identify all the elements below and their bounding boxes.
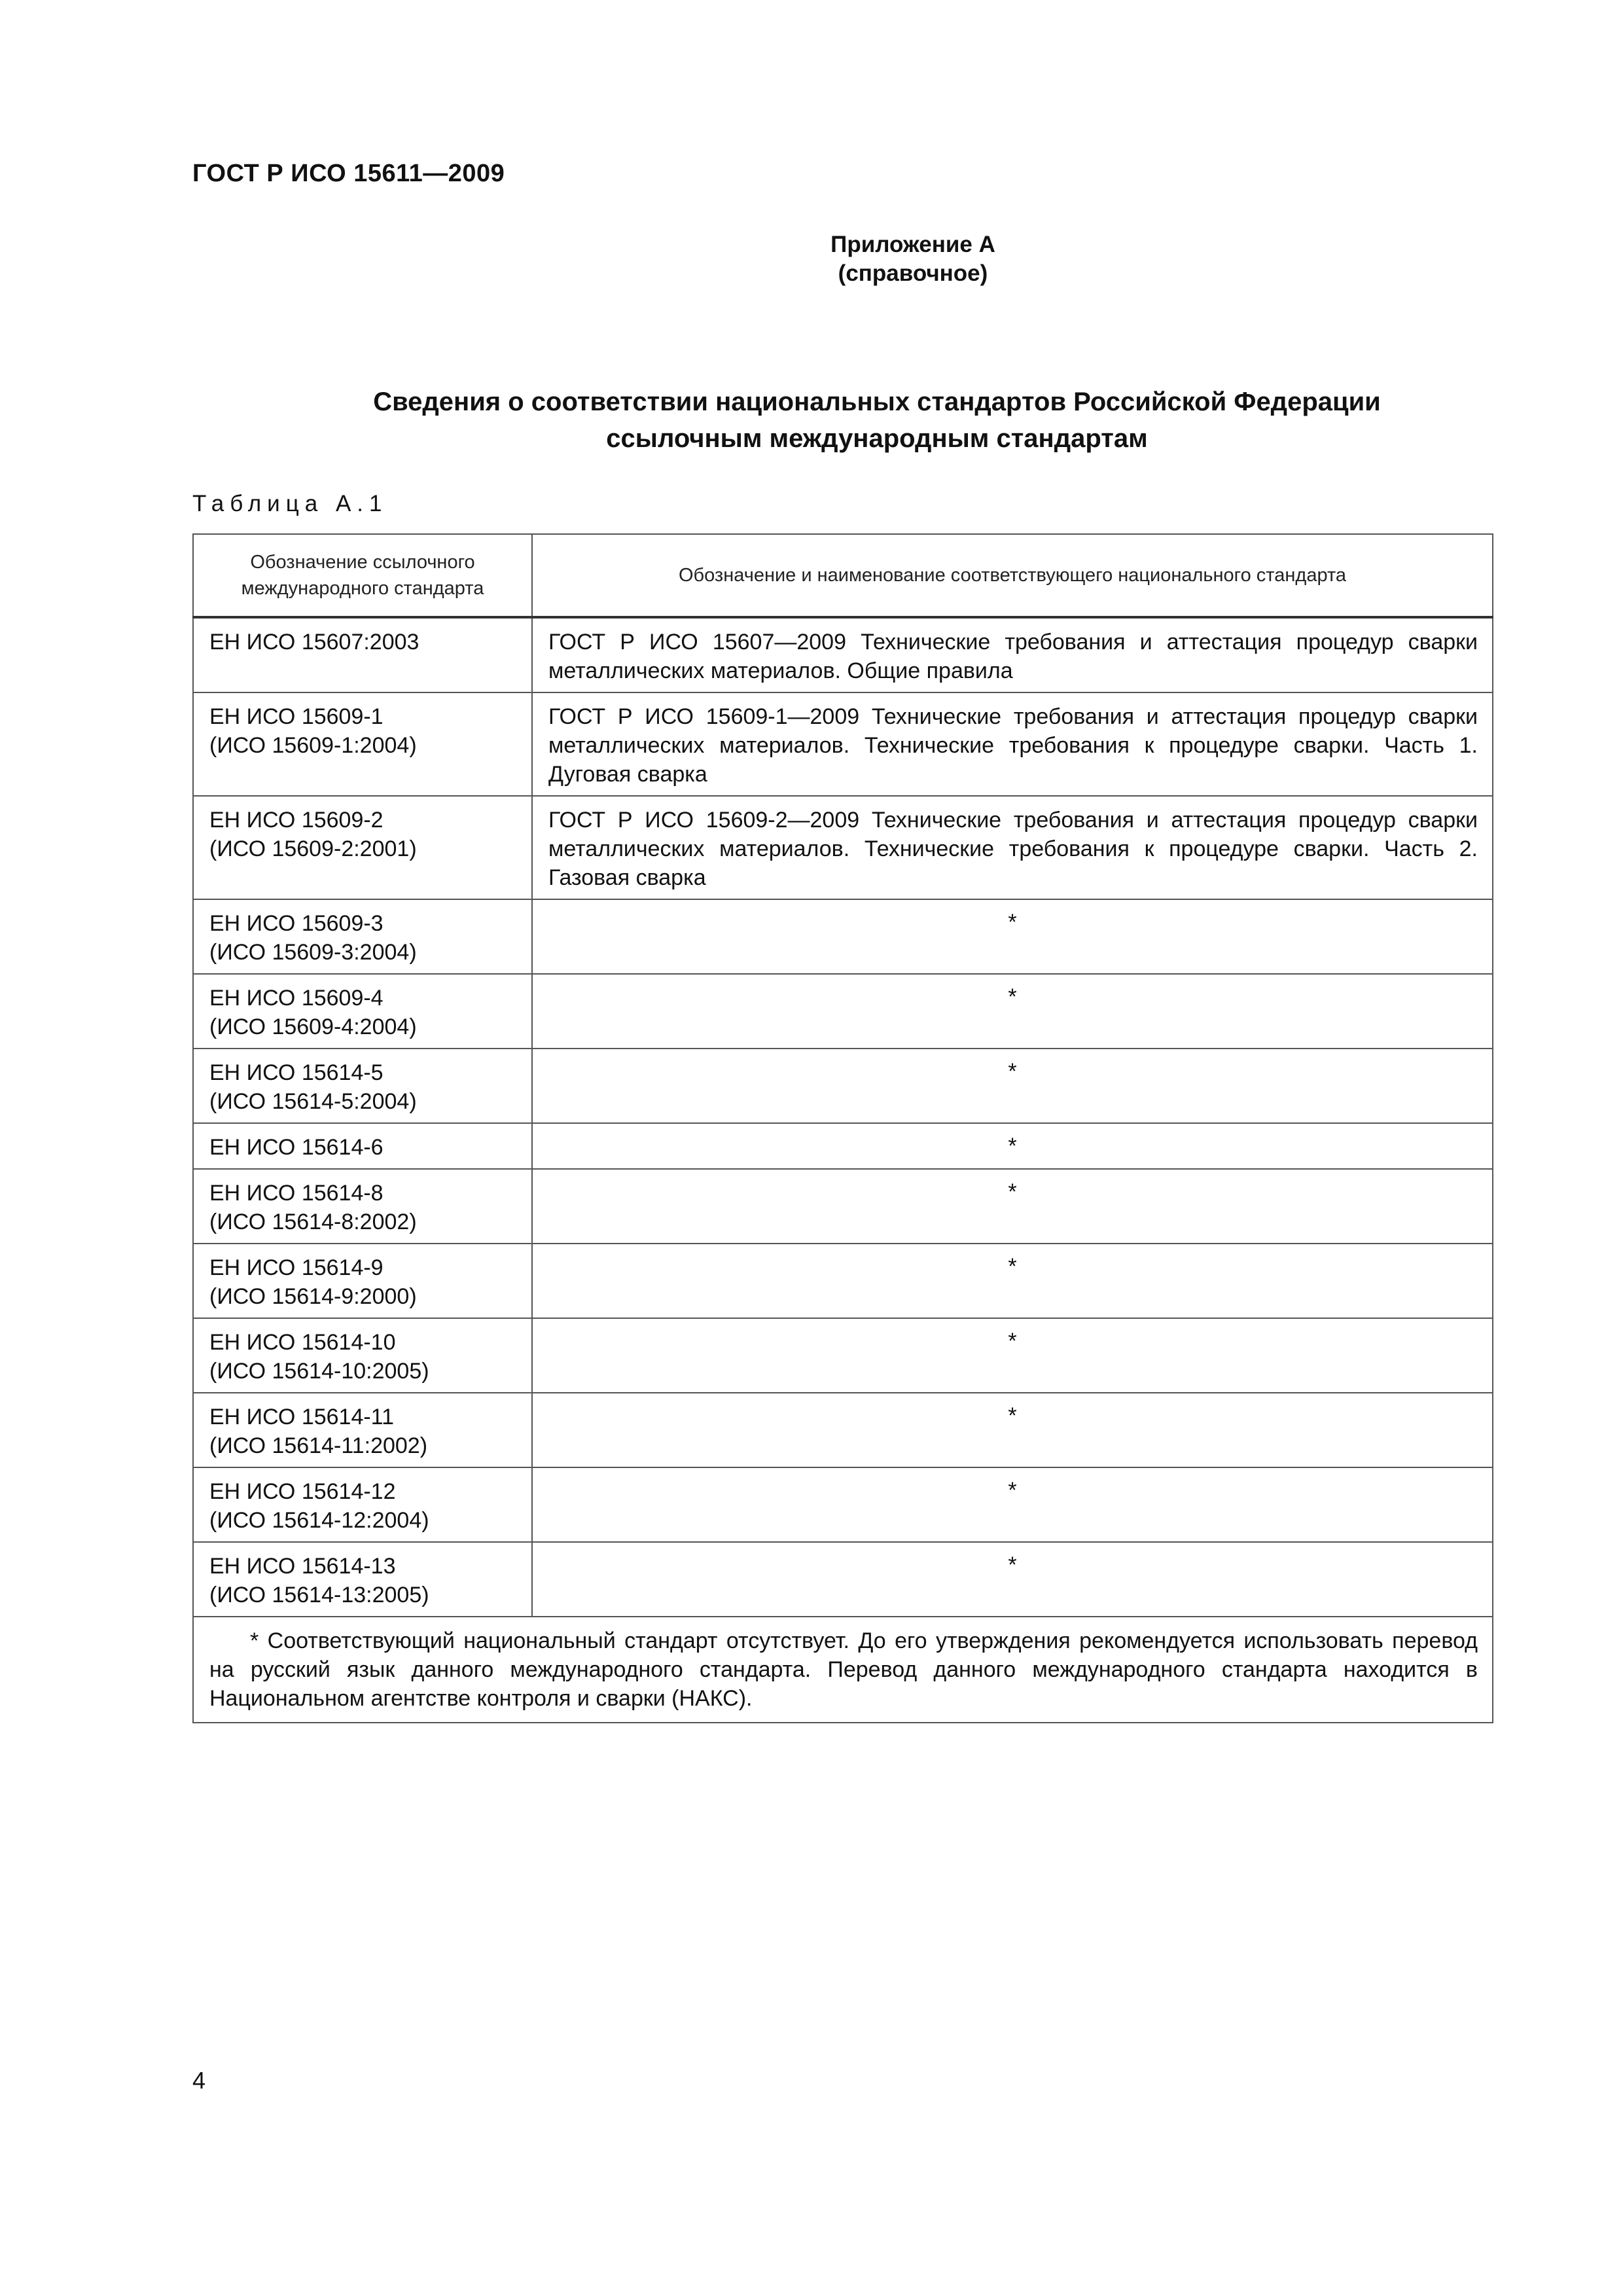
national-standard-name: ГОСТ Р ИСО 15609-2—2009 Технические требования и аттестация процедур сварки металлических материалов. Технические требования к процедуре сварки. Часть 2. Газовая сварка xyxy=(532,796,1493,899)
international-standard-code: ЕН ИСО 15609-4 (ИСО 15609-4:2004) xyxy=(193,974,532,1049)
table-footnote: * Соответствующий национальный стандарт отсутствует. До его утверждения рекомендуется использовать перевод на русский язык данного международного стандарта. Перевод данного международного стандарта находится в Национальном агентстве контроля и сварки (НАКС). xyxy=(193,1617,1493,1723)
international-standard-code: ЕН ИСО 15614-8 (ИСО 15614-8:2002) xyxy=(193,1169,532,1244)
international-standard-code: ЕН ИСО 15614-12 (ИСО 15614-12:2004) xyxy=(193,1467,532,1542)
table-row xyxy=(193,1169,1493,1244)
international-standard-code: ЕН ИСО 15614-5 (ИСО 15614-5:2004) xyxy=(193,1049,532,1123)
page-number: 4 xyxy=(192,2067,206,2094)
table-row xyxy=(193,1467,1493,1542)
international-standard-code: ЕН ИСО 15614-10 (ИСО 15614-10:2005) xyxy=(193,1318,532,1393)
section-title-line-2: ссылочным международным стандартам xyxy=(606,424,1148,453)
international-standard-code: ЕН ИСО 15614-11 (ИСО 15614-11:2002) xyxy=(193,1393,532,1467)
table-row xyxy=(193,796,1493,899)
reference-standards-table xyxy=(192,533,1493,1723)
table-row xyxy=(193,617,1493,692)
table-caption: Таблица А.1 xyxy=(192,491,388,516)
table-footnote-row xyxy=(193,1617,1493,1723)
international-standard-code: ЕН ИСО 15614-13 (ИСО 15614-13:2005) xyxy=(193,1542,532,1617)
international-standard-code: ЕН ИСО 15614-9 (ИСО 15614-9:2000) xyxy=(193,1244,532,1318)
no-equivalent-mark: * xyxy=(532,899,1493,974)
no-equivalent-mark: * xyxy=(532,1123,1493,1169)
international-standard-code: ЕН ИСО 15607:2003 xyxy=(193,617,532,692)
national-standard-name: ГОСТ Р ИСО 15609-1—2009 Технические требования и аттестация процедур сварки металлических материалов. Технические требования к процедуре сварки. Часть 1. Дуговая сварка xyxy=(532,692,1493,796)
table-row xyxy=(193,1244,1493,1318)
no-equivalent-mark: * xyxy=(532,1467,1493,1542)
no-equivalent-mark: * xyxy=(532,1169,1493,1244)
document-code: ГОСТ Р ИСО 15611—2009 xyxy=(192,160,505,187)
column-header-international: Обозначение ссылочного международного стандарта xyxy=(193,534,532,617)
table-row xyxy=(193,1318,1493,1393)
table-header-row xyxy=(193,534,1493,617)
section-title-line-1: Сведения о соответствии национальных стандартов Российской Федерации xyxy=(373,387,1381,416)
table-row xyxy=(193,1393,1493,1467)
national-standard-name: ГОСТ Р ИСО 15607—2009 Технические требования и аттестация процедур сварки металлических материалов. Общие правила xyxy=(532,617,1493,692)
no-equivalent-mark: * xyxy=(532,1542,1493,1617)
annex-kind: (справочное) xyxy=(838,260,988,286)
table-row xyxy=(193,1049,1493,1123)
no-equivalent-mark: * xyxy=(532,1318,1493,1393)
no-equivalent-mark: * xyxy=(532,974,1493,1049)
no-equivalent-mark: * xyxy=(532,1244,1493,1318)
table-row xyxy=(193,899,1493,974)
column-header-national: Обозначение и наименование соответствующего национального стандарта xyxy=(532,534,1493,617)
no-equivalent-mark: * xyxy=(532,1049,1493,1123)
table-row xyxy=(193,1123,1493,1169)
annex-title: Приложение А xyxy=(830,232,995,257)
no-equivalent-mark: * xyxy=(532,1393,1493,1467)
international-standard-code: ЕН ИСО 15614-6 xyxy=(193,1123,532,1169)
table-row xyxy=(193,1542,1493,1617)
international-standard-code: ЕН ИСО 15609-2 (ИСО 15609-2:2001) xyxy=(193,796,532,899)
international-standard-code: ЕН ИСО 15609-1 (ИСО 15609-1:2004) xyxy=(193,692,532,796)
international-standard-code: ЕН ИСО 15609-3 (ИСО 15609-3:2004) xyxy=(193,899,532,974)
table-row xyxy=(193,974,1493,1049)
table-row xyxy=(193,692,1493,796)
